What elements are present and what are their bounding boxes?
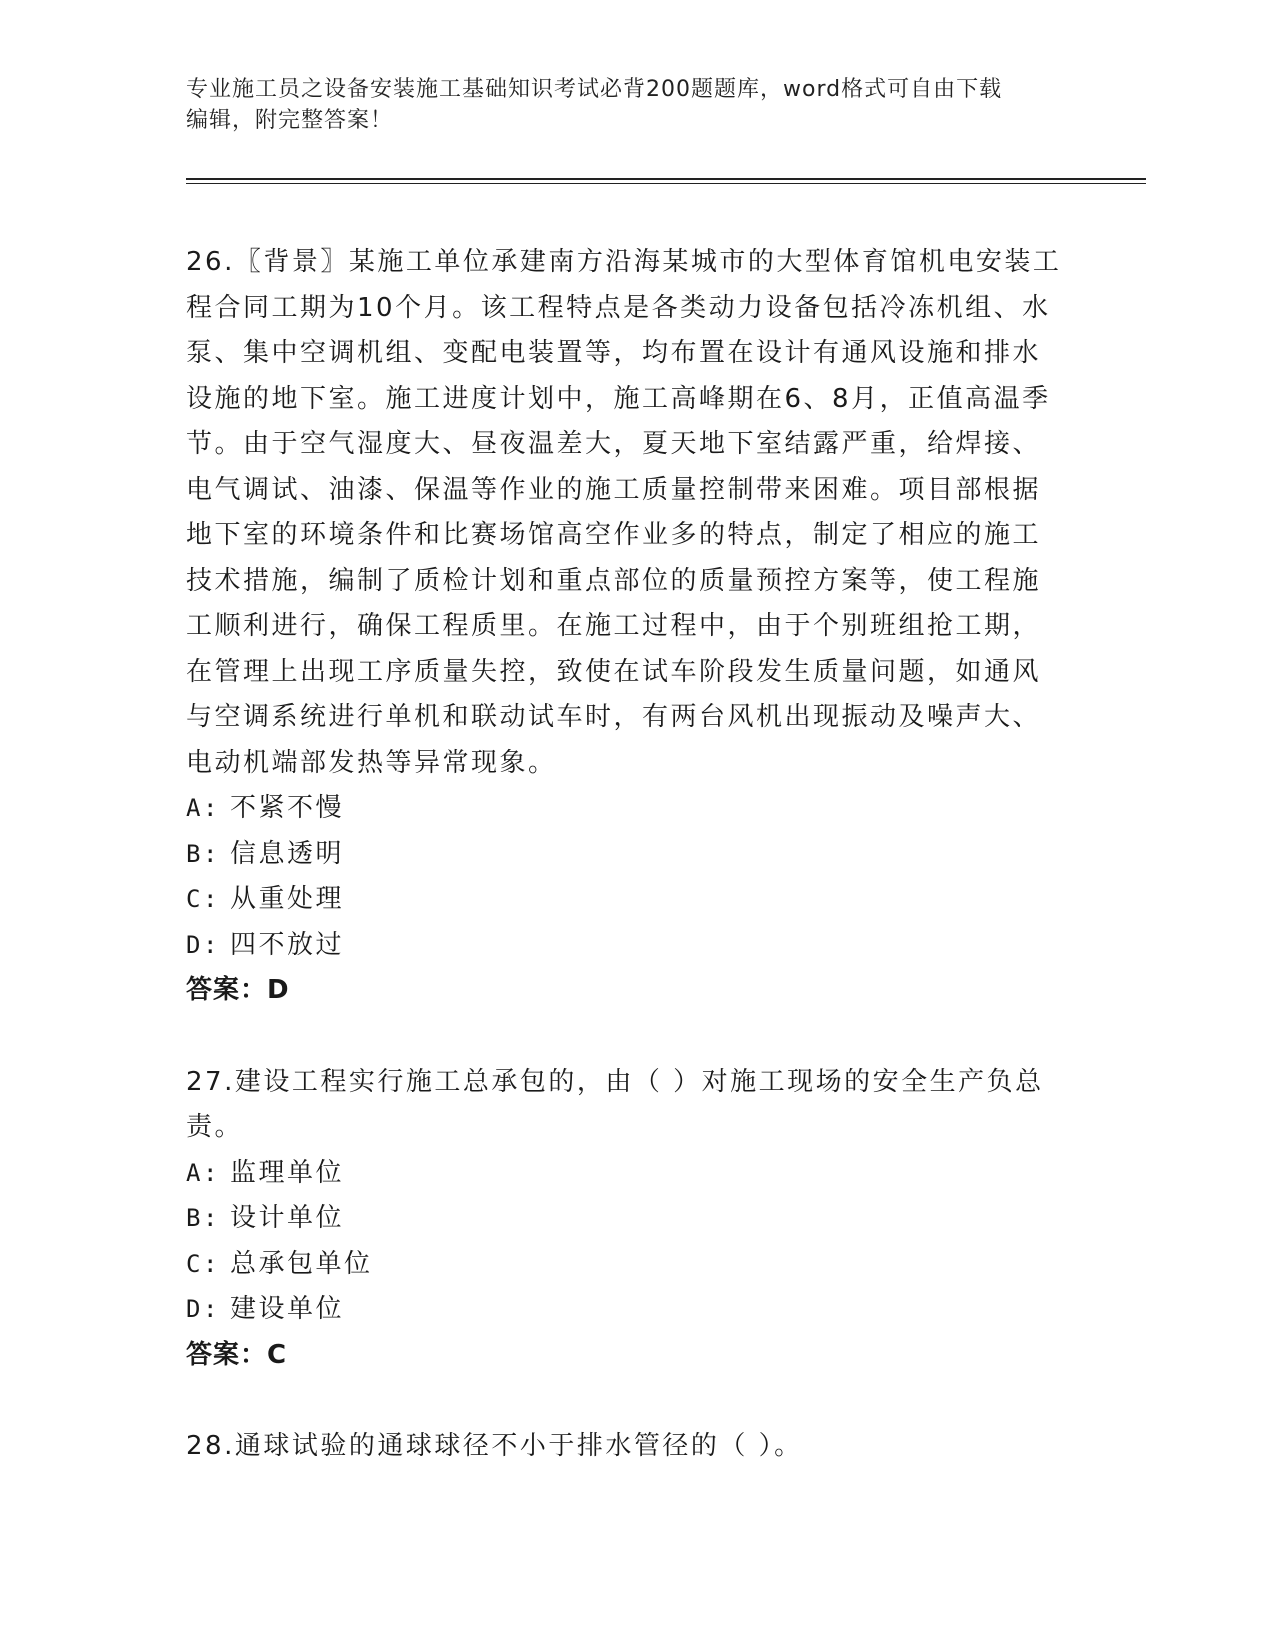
stem-line: 工顺利进行，确保工程质里。在施工过程中，由于个别班组抢工期， <box>186 611 1042 641</box>
stem-line: 电气调试、油漆、保温等作业的施工质量控制带来困难。项目部根据 <box>186 474 1042 505</box>
stem-line: 技术措施，编制了质检计划和重点部位的质量预控方案等，使工程施 <box>186 565 1042 596</box>
option-letter: D: <box>186 1295 220 1323</box>
question-stem <box>186 1060 1066 1151</box>
option-b <box>186 1196 1066 1242</box>
option-letter: A: <box>186 1158 220 1187</box>
header-line: 专业施工员之设备安装施工基础知识考试必背200题题库，word格式可自由下载 <box>186 77 1003 102</box>
option-text: 设计单位 <box>230 1203 345 1233</box>
option-letter: C: <box>186 1249 220 1278</box>
option-letter: D: <box>186 930 220 959</box>
question-27 <box>186 1060 1066 1379</box>
answer-line: 答案：D <box>186 975 290 1005</box>
header-line: 编辑，附完整答案！ <box>186 108 394 133</box>
option-text: 总承包单位 <box>230 1248 373 1279</box>
stem-line: 节。由于空气湿度大、昼夜温差大，夏天地下室结露严重，给焊接、 <box>186 429 1042 459</box>
option-c <box>186 877 1066 923</box>
stem-line: 程合同工期为10个月。该工程特点是各类动力设备包括冷冻机组、水 <box>186 292 1051 323</box>
stem-line: 泵、集中空调机组、变配电装置等，均布置在设计有通风设施和排水 <box>186 338 1042 368</box>
option-letter: C: <box>186 885 220 913</box>
question-stem <box>186 1424 1066 1470</box>
option-text: 监理单位 <box>230 1157 345 1188</box>
header-divider-thick <box>186 178 1146 180</box>
option-letter: A: <box>186 794 220 822</box>
stem-line: 在管理上出现工序质量失控，致使在试车阶段发生质量问题，如通风 <box>186 656 1042 687</box>
option-a <box>186 786 1066 832</box>
stem-line: 责。 <box>186 1112 244 1142</box>
question-list <box>186 240 1066 1470</box>
question-spacer <box>186 1378 1066 1424</box>
option-text: 四不放过 <box>230 929 345 960</box>
option-letter: B: <box>186 1204 220 1232</box>
question-26 <box>186 240 1066 1014</box>
stem-line: 电动机端部发热等异常现象。 <box>186 747 557 778</box>
document-header <box>186 74 1086 136</box>
option-d <box>186 1287 1066 1333</box>
question-stem <box>186 240 1066 786</box>
stem-line: 与空调系统进行单机和联动试车时，有两台风机出现振动及噪声大、 <box>186 702 1042 732</box>
stem-line: 27.建设工程实行施工总承包的，由（ ）对施工现场的安全生产负总 <box>186 1066 1044 1097</box>
option-a <box>186 1151 1066 1197</box>
question-spacer <box>186 1014 1066 1060</box>
stem-line: 28.通球试验的通球球径不小于排水管径的（ ）。 <box>186 1431 803 1461</box>
option-text: 信息透明 <box>230 838 345 869</box>
option-text: 不紧不慢 <box>230 793 345 823</box>
option-text: 从重处理 <box>230 884 345 914</box>
answer-line: 答案：C <box>186 1339 288 1370</box>
option-b <box>186 832 1066 878</box>
stem-line: 地下室的环境条件和比赛场馆高空作业多的特点，制定了相应的施工 <box>186 520 1042 550</box>
option-text: 建设单位 <box>230 1294 345 1324</box>
stem-line: 26.〖背景〗某施工单位承建南方沿海某城市的大型体育馆机电安装工 <box>186 247 1062 277</box>
option-d <box>186 923 1066 969</box>
question-28 <box>186 1424 1066 1470</box>
header-divider-thin <box>186 183 1146 184</box>
option-c <box>186 1242 1066 1288</box>
stem-line: 设施的地下室。施工进度计划中，施工高峰期在6、8月，正值高温季 <box>186 383 1051 414</box>
option-letter: B: <box>186 839 220 868</box>
